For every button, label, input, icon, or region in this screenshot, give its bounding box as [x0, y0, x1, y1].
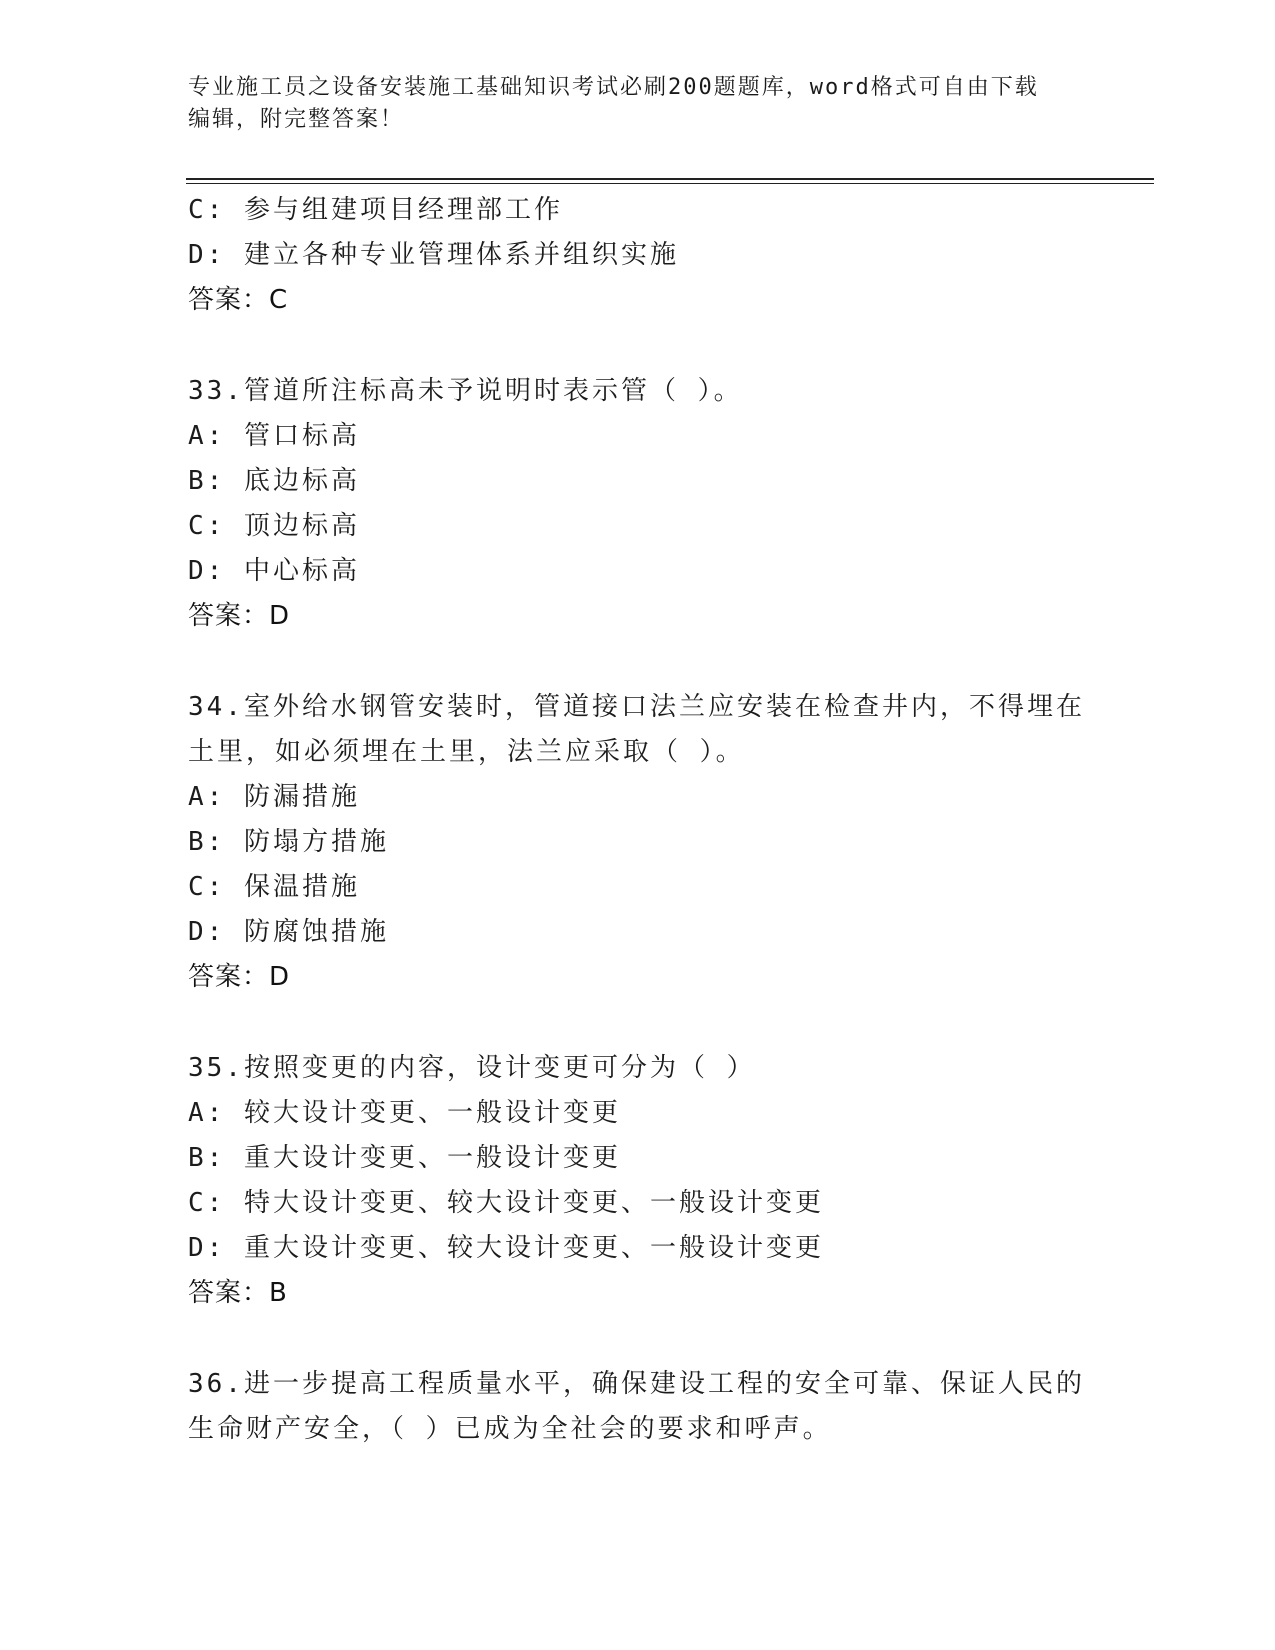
q35-option-d: D: 重大设计变更、较大设计变更、一般设计变更	[188, 1233, 824, 1263]
header-divider-thick	[186, 178, 1154, 180]
q34-option-a: A: 防漏措施	[188, 782, 360, 812]
q33-answer: 答案：D	[188, 601, 291, 631]
q34-option-c: C: 保温措施	[188, 872, 360, 902]
q34-question-line-2: 土里，如必须埋在土里，法兰应采取（ ）。	[188, 737, 745, 767]
q32-option-c: C: 参与组建项目经理部工作	[188, 195, 563, 225]
q33-option-a: A: 管口标高	[188, 421, 360, 451]
q33-option-b: B: 底边标高	[188, 466, 360, 496]
q32-option-d: D: 建立各种专业管理体系并组织实施	[188, 240, 679, 270]
q33-option-c: C: 顶边标高	[188, 511, 360, 541]
q35-option-b: B: 重大设计变更、一般设计变更	[188, 1143, 621, 1173]
header-title-line-2: 编辑，附完整答案！	[188, 107, 405, 132]
header-divider-thin	[186, 183, 1154, 184]
q34-option-b: B: 防塌方措施	[188, 827, 389, 857]
q34-answer: 答案：D	[188, 962, 291, 992]
document-header	[188, 72, 1088, 136]
q36-question-line-2: 生命财产安全，（ ）已成为全社会的要求和呼声。	[188, 1414, 832, 1444]
q33-option-d: D: 中心标高	[188, 556, 360, 586]
q32-answer: 答案：C	[188, 285, 289, 315]
q34-question-line-1: 34.室外给水钢管安装时，管道接口法兰应安装在检查井内，不得埋在	[188, 692, 1085, 722]
header-title-line-1: 专业施工员之设备安装施工基础知识考试必刷200题题库，word格式可自由下载	[188, 75, 1039, 100]
q35-option-a: A: 较大设计变更、一般设计变更	[188, 1098, 621, 1128]
q36-question-line-1: 36.进一步提高工程质量水平，确保建设工程的安全可靠、保证人民的	[188, 1369, 1085, 1399]
q35-answer: 答案：B	[188, 1278, 288, 1308]
q35-option-c: C: 特大设计变更、较大设计变更、一般设计变更	[188, 1188, 824, 1218]
q35-question: 35.按照变更的内容，设计变更可分为（ ）	[188, 1053, 756, 1083]
q33-question: 33.管道所注标高未予说明时表示管（ ）。	[188, 376, 743, 406]
q34-option-d: D: 防腐蚀措施	[188, 917, 389, 947]
